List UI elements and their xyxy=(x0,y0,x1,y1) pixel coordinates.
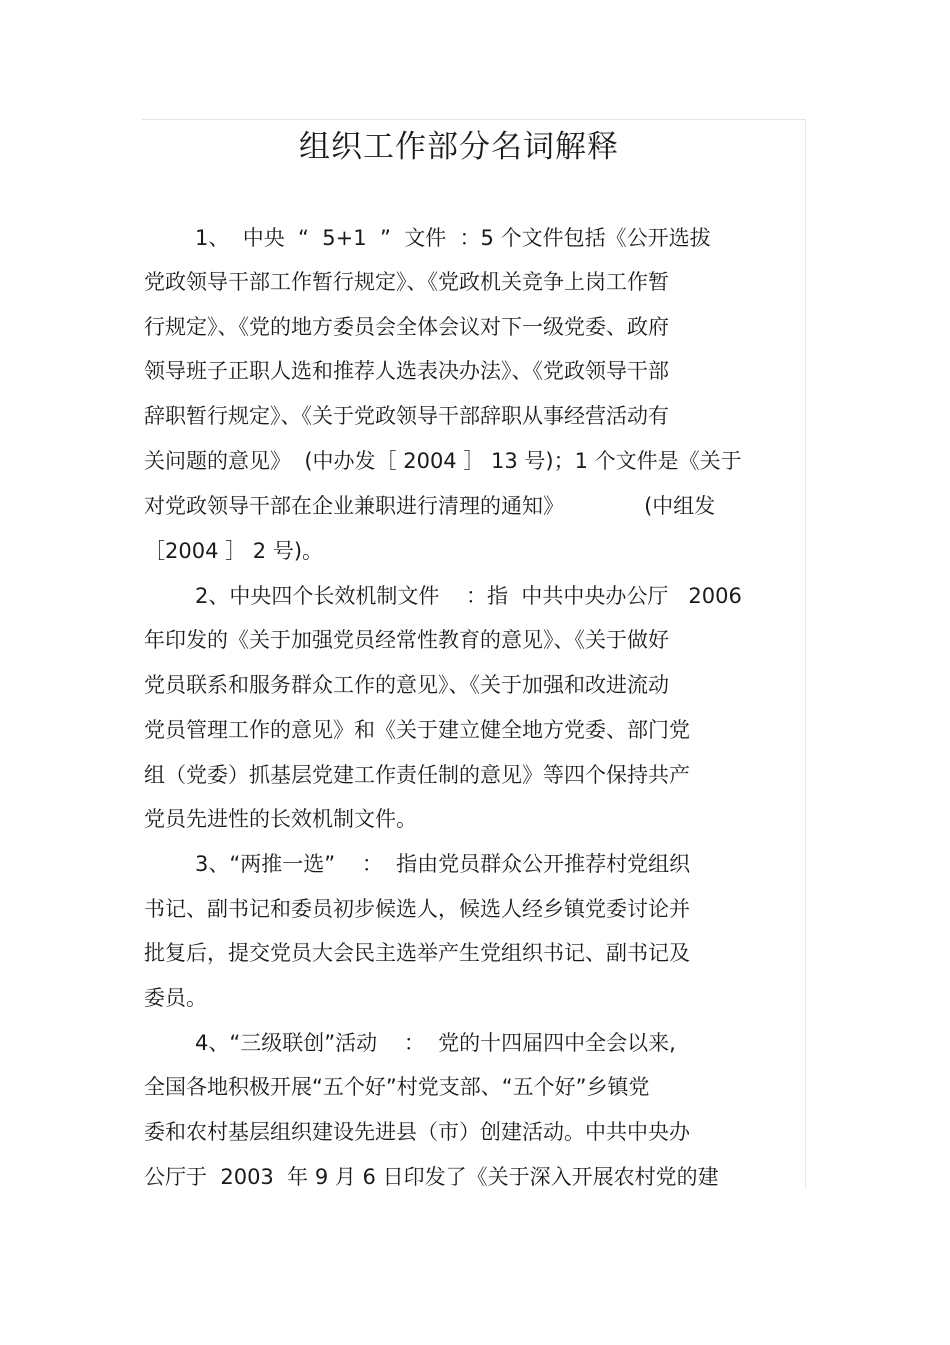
text-line: 3、“两推一选” ： 指由党员群众公开推荐村党组织 xyxy=(195,852,691,876)
text-line: 党员管理工作的意见》和《关于建立健全地方党委、部门党 xyxy=(144,718,690,742)
text-line: 委员。 xyxy=(144,986,207,1010)
text-line: 行规定》、《党的地方委员会全体会议对下一级党委、政府 xyxy=(144,315,669,339)
text-line: ［2004 ］ 2 号)。 xyxy=(144,539,324,563)
text-line: 党政领导干部工作暂行规定》、《党政机关竞争上岗工作暂 xyxy=(144,270,669,294)
text-line: 党员联系和服务群众工作的意见》、《关于加强和改进流动 xyxy=(144,673,669,697)
text-line: 1、 中央 “ 5+1 ” 文件 ：5 个文件包括《公开选拔 xyxy=(195,226,711,250)
text-line: 领导班子正职人选和推荐人选表决办法》、《党政领导干部 xyxy=(144,359,669,383)
text-line: 组（党委）抓基层党建工作责任制的意见》等四个保持共产 xyxy=(144,763,690,787)
text-line: 批复后，提交党员大会民主选举产生党组织书记、副书记及 xyxy=(144,941,690,965)
text-line: 党员先进性的长效机制文件。 xyxy=(144,807,417,831)
text-line: 年印发的《关于加强党员经常性教育的意见》、《关于做好 xyxy=(144,628,669,652)
text-line: 2、中央四个长效机制文件 ：指 中共中央办公厅 2006 xyxy=(195,584,742,608)
text-line: 全国各地积极开展“五个好”村党支部、“五个好”乡镇党 xyxy=(144,1075,650,1099)
text-line: 公厅于 2003 年 9 月 6 日印发了《关于深入开展农村党的建 xyxy=(144,1165,719,1189)
text-line: 书记、副书记和委员初步候选人，候选人经乡镇党委讨论并 xyxy=(144,897,690,921)
document-title: 组织工作部分名词解释 xyxy=(299,129,619,165)
text-line: 委和农村基层组织建设先进县（市）创建活动。中共中央办 xyxy=(144,1120,690,1144)
text-line: 辞职暂行规定》、《关于党政领导干部辞职从事经营活动有 xyxy=(144,404,669,428)
text-line: 关问题的意见》 (中办发［ 2004 ］ 13 号)；1 个文件是《关于 xyxy=(144,449,742,473)
text-line: 4、“三级联创”活动 ： 党的十四届四中全会以来, xyxy=(195,1031,676,1055)
text-line: 对党政领导干部在企业兼职进行清理的通知》 (中组发 xyxy=(144,494,716,518)
